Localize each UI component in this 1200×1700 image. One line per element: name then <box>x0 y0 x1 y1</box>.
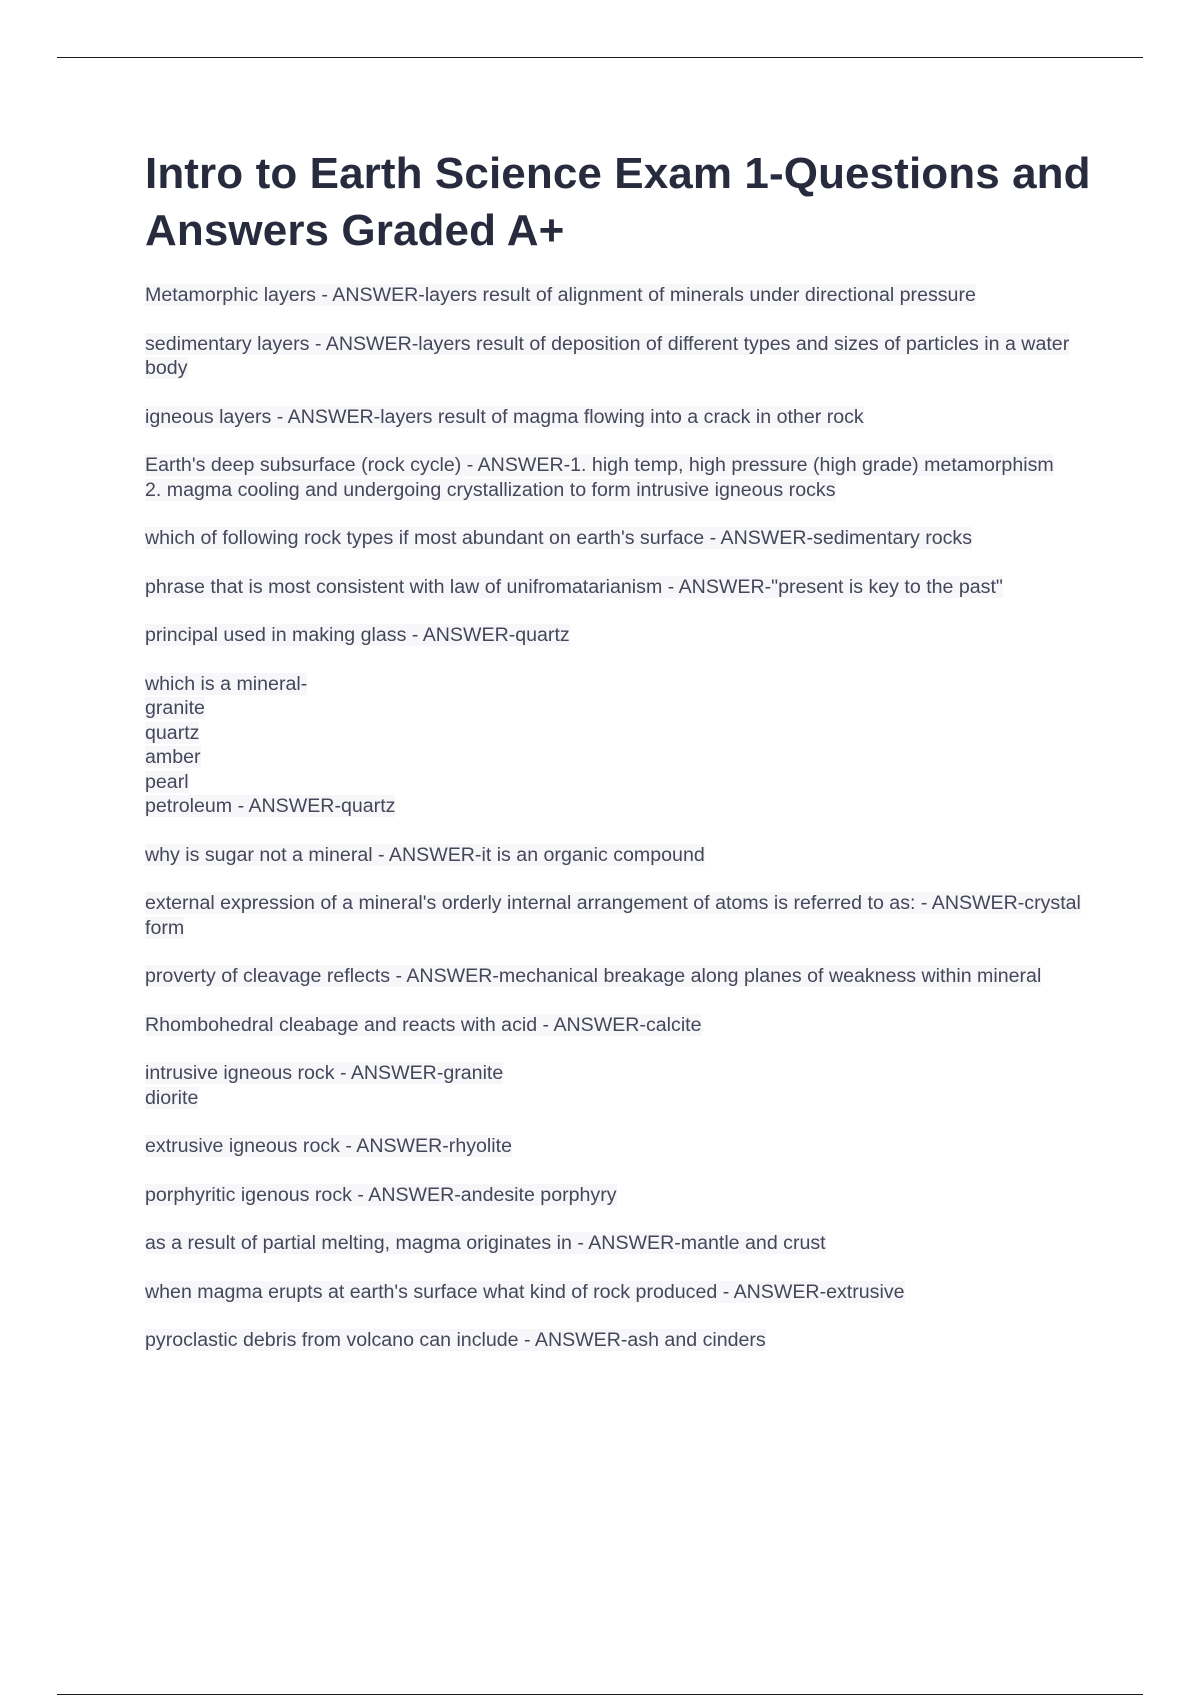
qa-line <box>145 745 1105 770</box>
qa-line <box>145 794 1105 819</box>
qa-text: Metamorphic layers - ANSWER-layers result of alignment of minerals under directional pressure <box>145 284 976 306</box>
qa-item <box>145 843 1105 868</box>
qa-text: igneous layers - ANSWER-layers result of magma flowing into a crack in other rock <box>145 405 864 428</box>
qa-line <box>145 1135 512 1157</box>
qa-item <box>145 526 1105 551</box>
document-body <box>145 145 1105 1377</box>
qa-item <box>145 1061 1105 1110</box>
qa-item <box>145 405 1105 430</box>
qa-line <box>145 1281 905 1303</box>
qa-line <box>145 672 1105 697</box>
qa-text: phrase that is most consistent with law of unifromatarianism - ANSWER-"present is key to the past" <box>145 575 1003 598</box>
qa-text: diorite <box>145 1086 199 1109</box>
top-rule <box>57 57 1143 58</box>
qa-line <box>145 844 705 866</box>
qa-text: porphyritic igenous rock - ANSWER-andesite porphyry <box>145 1183 617 1206</box>
qa-text: when magma erupts at earth's surface what kind of rock produced - ANSWER-extrusive <box>145 1280 905 1303</box>
qa-item <box>145 1231 1105 1256</box>
qa-line <box>145 624 570 646</box>
qa-line <box>145 770 1105 795</box>
qa-line <box>145 406 864 428</box>
qa-text: amber <box>145 746 201 768</box>
qa-text: quartz <box>145 721 200 744</box>
qa-text: pyroclastic debris from volcano can include - ANSWER-ash and cinders <box>145 1329 766 1351</box>
qa-text: which is a mineral- <box>145 672 308 695</box>
qa-text: intrusive igneous rock - ANSWER-granite <box>145 1062 504 1084</box>
qa-text: extrusive igneous rock - ANSWER-rhyolite <box>145 1135 512 1157</box>
qa-line <box>145 1014 702 1036</box>
qa-text: as a result of partial melting, magma originates in - ANSWER-mantle and crust <box>145 1232 826 1254</box>
qa-line <box>145 576 1003 598</box>
qa-text: which of following rock types if most abundant on earth's surface - ANSWER-sedimentary rocks <box>145 527 973 549</box>
qa-text: external expression of a mineral's orderly internal arrangement of atoms is referred to as: - ANSWER-crystal form <box>145 892 1081 939</box>
qa-line <box>145 527 972 549</box>
qa-text: Earth's deep subsurface (rock cycle) - ANSWER-1. high temp, high pressure (high grade) metamorphism <box>145 454 1054 476</box>
qa-line <box>145 721 1105 746</box>
qa-text: principal used in making glass - ANSWER-quartz <box>145 624 570 646</box>
qa-item <box>145 575 1105 600</box>
qa-item <box>145 1134 1105 1159</box>
qa-line <box>145 1184 617 1206</box>
qa-item <box>145 1183 1105 1208</box>
qa-text: why is sugar not a mineral - ANSWER-it is an organic compound <box>145 843 705 866</box>
qa-line <box>145 892 1081 939</box>
qa-item <box>145 964 1105 989</box>
qa-text: granite <box>145 697 205 719</box>
qa-item <box>145 283 1105 308</box>
qa-text: proverty of cleavage reflects - ANSWER-mechanical breakage along planes of weakness within mineral <box>145 965 1042 987</box>
qa-item <box>145 1280 1105 1305</box>
qa-item <box>145 623 1105 648</box>
qa-item <box>145 891 1105 940</box>
qa-item <box>145 453 1105 502</box>
qa-line <box>145 1086 1105 1111</box>
qa-list <box>145 283 1105 1353</box>
qa-line <box>145 478 1105 503</box>
qa-line <box>145 333 1069 380</box>
qa-item <box>145 672 1105 819</box>
qa-text: petroleum - ANSWER-quartz <box>145 795 396 817</box>
qa-item <box>145 1013 1105 1038</box>
qa-line <box>145 1329 766 1351</box>
qa-line <box>145 284 976 306</box>
qa-text: Rhombohedral cleabage and reacts with acid - ANSWER-calcite <box>145 1013 702 1036</box>
bottom-rule <box>57 1694 1143 1695</box>
qa-text: 2. magma cooling and undergoing crystallization to form intrusive igneous rocks <box>145 478 836 501</box>
qa-item <box>145 332 1105 381</box>
qa-text: sedimentary layers - ANSWER-layers result of deposition of different types and sizes of particles in a water body <box>145 332 1070 379</box>
qa-line <box>145 1061 1105 1086</box>
qa-line <box>145 965 1041 987</box>
qa-line <box>145 453 1105 478</box>
qa-line <box>145 696 1105 721</box>
document-title: Intro to Earth Science Exam 1-Questions and Answers Graded A+ <box>145 149 1091 255</box>
qa-line <box>145 1232 826 1254</box>
qa-item <box>145 1328 1105 1353</box>
qa-text: pearl <box>145 770 189 793</box>
